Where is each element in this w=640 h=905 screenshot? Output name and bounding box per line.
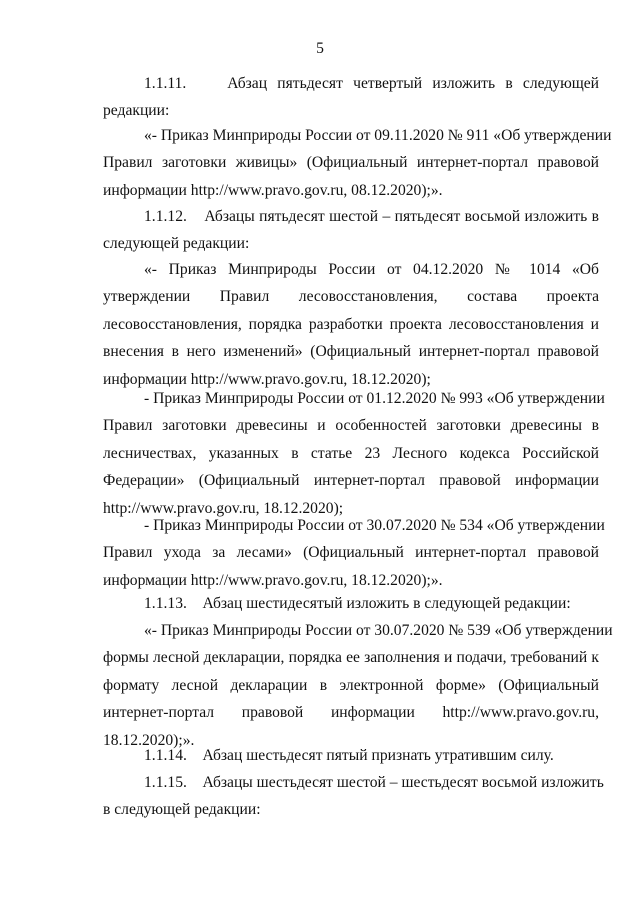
paragraph — [103, 617, 613, 754]
text-line: http://www.pravo.gov.ru, 18.12.2020); — [103, 499, 344, 517]
text-line: 1.1.15. Абзацы шестьдесят шестой – шестьдесят восьмой изложить — [144, 774, 604, 791]
text-line: лесничествах, указанных в статье 23 Лесного кодекса Российской — [103, 444, 599, 462]
text-line: 1.1.11. Абзац пятьдесят четвертый изложить в следующей — [144, 75, 599, 92]
text-line: информации http://www.pravo.gov.ru, 08.12.2020);». — [103, 181, 443, 199]
text-line: следующей редакции: — [103, 235, 250, 253]
page-number: 5 — [316, 40, 324, 57]
paragraph — [103, 385, 605, 522]
paragraph — [103, 742, 599, 769]
paragraph — [103, 512, 605, 594]
text-line: информации http://www.pravo.gov.ru, 18.12.2020);». — [103, 571, 443, 589]
text-line: внесения в него изменений» (Официальный интернет-портал правовой — [103, 343, 599, 361]
text-line: - Приказ Минприроды России от 30.07.2020 № 534 «Об утверждении — [144, 517, 605, 534]
text-line: «- Приказ Минприроды России от 09.11.2020 № 911 «Об утверждении — [144, 127, 612, 144]
text-line: Правил ухода за лесами» (Официальный интернет-портал правовой — [103, 544, 599, 562]
paragraph — [103, 122, 612, 204]
text-line: - Приказ Минприроды России от 01.12.2020 № 993 «Об утверждении — [144, 390, 605, 407]
text-line: интернет-портал правовой информации http://www.pravo.gov.ru, — [103, 704, 599, 722]
text-line: 1.1.13. Абзац шестидесятый изложить в следующей редакции: — [144, 595, 571, 612]
text-line: Правил заготовки живицы» (Официальный интернет-портал правовой — [103, 154, 599, 172]
text-line: «- Приказ Минприроды России от 30.07.2020 № 539 «Об утверждении — [144, 622, 613, 639]
text-line: формы лесной декларации, порядка ее заполнения и подачи, требований к — [103, 649, 599, 667]
text-line: 1.1.14. Абзац шестьдесят пятый признать утратившим силу. — [144, 747, 554, 764]
paragraph — [103, 70, 599, 125]
text-line: 18.12.2020);». — [103, 731, 195, 749]
text-line: в следующей редакции: — [103, 801, 261, 819]
paragraph — [103, 256, 599, 393]
text-line: лесовосстановления, порядка разработки проекта лесовосстановления и — [103, 315, 599, 333]
paragraph — [103, 203, 599, 258]
text-line: информации http://www.pravo.gov.ru, 18.12.2020); — [103, 370, 431, 388]
paragraph — [103, 590, 599, 617]
text-line: Федерации» (Официальный интернет-портал правовой информации — [103, 472, 599, 490]
text-line: формату лесной декларации в электронной форме» (Официальный — [103, 676, 599, 694]
text-line: Правил заготовки древесины и особенностей заготовки древесины в — [103, 417, 599, 435]
text-line: утверждении Правил лесовосстановления, состава проекта — [103, 288, 599, 306]
text-line: «- Приказ Минприроды России от 04.12.2020 № 1014 «Об — [144, 261, 599, 278]
text-line: редакции: — [103, 102, 170, 120]
paragraph — [103, 769, 604, 824]
text-line: 1.1.12. Абзацы пятьдесят шестой – пятьдесят восьмой изложить в — [144, 208, 599, 225]
